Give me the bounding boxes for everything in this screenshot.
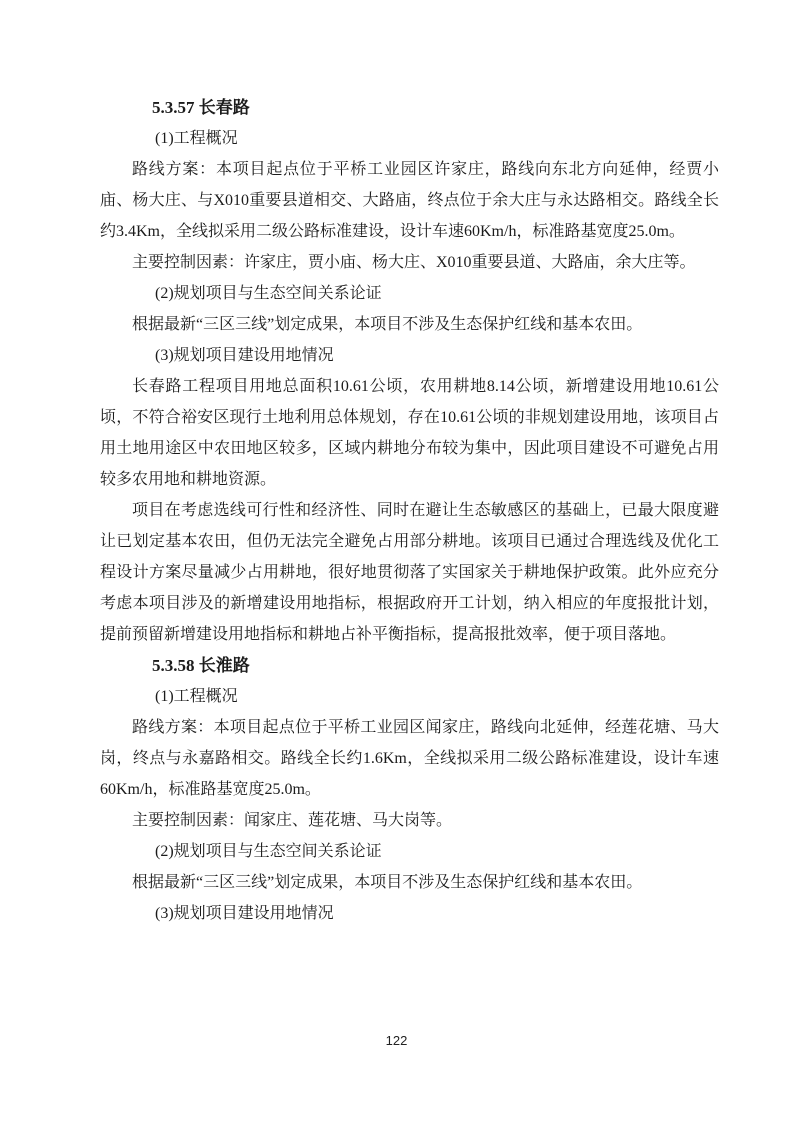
- page-number: 122: [385, 1033, 408, 1048]
- paragraph-three-zones-lines-1: 根据最新“三区三线”划定成果，本项目不涉及生态保护红线和基本农田。: [132, 316, 643, 333]
- paragraph-farmland-protection-changchun: 项目在考虑选线可行性和经济性、同时在避让生态敏感区的基础上，已最大限度避让已划定基本农田，但仍无法完全避免占用部分耕地。该项目已通过合理选线及优化工程设计方案尽量减少占用耕地，很好地贯彻落了实国家关于耕地保护政策。此外应充分考虑本项目涉及的新增建设用地指标，根据政府开工计划，纳入相应的年度报批计划，提前预留新增建设用地指标和耕地占补平衡指标，提高报批效率，便于项目落地。: [100, 502, 719, 643]
- section-heading-5-3-57: 5.3.57 长春路: [152, 98, 250, 117]
- paragraph-land-use-area-changchun: 长春路工程项目用地总面积10.61公顷，农用耕地8.14公顷，新增建设用地10.61公顷，不符合裕安区现行土地利用总体规划，存在10.61公顷的非规划建设用地，该项目占用土地用途区中农田地区较多，区域内耕地分布较为集中，因此项目建设不可避免占用较多农用地和耕地资源。: [100, 378, 719, 488]
- subheading-eco-space-relation-2: (2)规划项目与生态空间关系论证: [155, 843, 382, 860]
- paragraph-three-zones-lines-2: 根据最新“三区三线”划定成果，本项目不涉及生态保护红线和基本农田。: [132, 874, 643, 891]
- paragraph-route-plan-changhuai: 路线方案：本项目起点位于平桥工业园区闻家庄，路线向北延伸，经莲花塘、马大岗，终点与永嘉路相交。路线全长约1.6Km，全线拟采用二级公路标准建设，设计车速60Km/h，标准路基宽度25.0m。: [100, 719, 719, 798]
- paragraph-route-plan-changchun: 路线方案：本项目起点位于平桥工业园区许家庄，路线向东北方向延伸，经贾小庙、杨大庄、与X010重要县道相交、大路庙，终点位于余大庄与永达路相交。路线全长约3.4Km，全线拟采用二级公路标准建设，设计车速60Km/h，标准路基宽度25.0m。: [100, 161, 719, 240]
- subheading-project-overview-2: (1)工程概况: [155, 688, 238, 705]
- paragraph-control-factors-changhuai: 主要控制因素：闻家庄、莲花塘、马大岗等。: [132, 812, 453, 829]
- subheading-project-overview-1: (1)工程概况: [155, 130, 238, 147]
- subheading-eco-space-relation-1: (2)规划项目与生态空间关系论证: [155, 285, 382, 302]
- section-heading-5-3-58: 5.3.58 长淮路: [152, 656, 250, 675]
- paragraph-control-factors-changchun: 主要控制因素：许家庄，贾小庙、杨大庄、X010重要县道、大路庙，余大庄等。: [132, 254, 696, 271]
- subheading-land-use-situation-2: (3)规划项目建设用地情况: [155, 905, 334, 922]
- subheading-land-use-situation-1: (3)规划项目建设用地情况: [155, 347, 334, 364]
- page-footer: [0, 1032, 793, 1050]
